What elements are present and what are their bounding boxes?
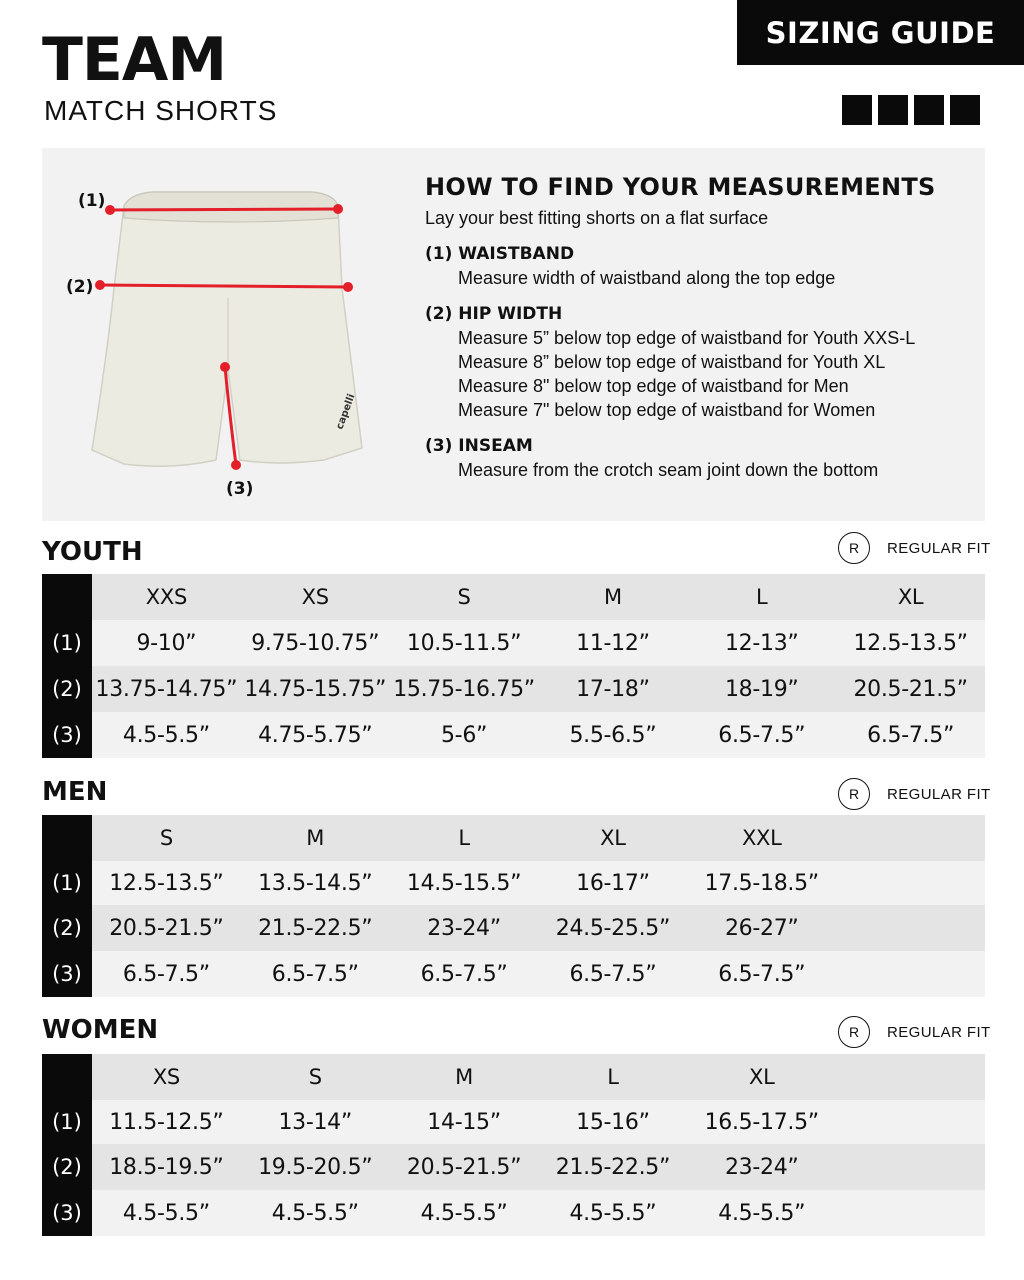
table-row bbox=[42, 712, 985, 758]
measurement-cell: 9.75-10.75” bbox=[241, 620, 390, 666]
step-inseam bbox=[425, 434, 975, 482]
measurement-cell: 6.5-7.5” bbox=[92, 951, 241, 997]
row-label: (3) bbox=[52, 962, 82, 986]
row-label: (1) bbox=[52, 631, 82, 655]
step-waistband bbox=[425, 242, 975, 290]
table-row bbox=[42, 666, 985, 712]
square-mark bbox=[950, 95, 980, 125]
measurement-cell: 5.5-6.5” bbox=[538, 712, 687, 758]
row-label-spacer bbox=[42, 815, 92, 861]
measurement-cell bbox=[836, 951, 985, 997]
size-header-row bbox=[42, 574, 985, 620]
inseam-measure-dot bbox=[220, 362, 230, 372]
measurement-cell bbox=[836, 861, 985, 905]
measurement-cell: 13-14” bbox=[241, 1100, 390, 1144]
measurement-cell: 19.5-20.5” bbox=[241, 1144, 390, 1190]
measurement-cell: 12.5-13.5” bbox=[836, 620, 985, 666]
size-header-cell: L bbox=[538, 1054, 687, 1100]
table-row bbox=[42, 1190, 985, 1236]
measurement-cell: 4.75-5.75” bbox=[241, 712, 390, 758]
measurement-cell: 13.5-14.5” bbox=[241, 861, 390, 905]
size-header-cell: S bbox=[92, 815, 241, 861]
youth-fit-indicator bbox=[838, 532, 991, 564]
measurement-cell: 14-15” bbox=[390, 1100, 539, 1144]
measurement-cell: 15.75-16.75” bbox=[390, 666, 539, 712]
shorts-illustration bbox=[92, 192, 362, 466]
measurement-cell: 11-12” bbox=[538, 620, 687, 666]
diagram-label-hip: (2) bbox=[66, 277, 94, 297]
men-fit-indicator bbox=[838, 778, 991, 810]
size-header-cell: L bbox=[390, 815, 539, 861]
step-line: Measure from the crotch seam joint down the bottom bbox=[458, 460, 879, 480]
table-row bbox=[42, 1144, 985, 1190]
measurement-cell bbox=[836, 1190, 985, 1236]
brand-mark-logo: capelli bbox=[334, 392, 358, 432]
fit-label: REGULAR FIT bbox=[887, 785, 991, 803]
row-label-spacer bbox=[42, 574, 92, 620]
size-header-cell bbox=[836, 815, 985, 861]
step-line: Measure 5” below top edge of waistband for Youth XXS-L bbox=[458, 328, 916, 348]
waistband-illustration bbox=[124, 192, 338, 222]
size-header-cell: M bbox=[538, 574, 687, 620]
table-row bbox=[42, 951, 985, 997]
men-section-title: MEN bbox=[42, 777, 108, 807]
women-section-title: WOMEN bbox=[42, 1015, 159, 1045]
measurement-cell: 20.5-21.5” bbox=[92, 905, 241, 951]
size-header-cell bbox=[836, 1054, 985, 1100]
step-line: Measure 7" below top edge of waistband for Women bbox=[458, 400, 876, 420]
size-header-cell: M bbox=[390, 1054, 539, 1100]
women-fit-indicator bbox=[838, 1016, 991, 1048]
size-header-cell: XXS bbox=[92, 574, 241, 620]
waistband-measure-line bbox=[110, 209, 338, 210]
measurement-cell: 4.5-5.5” bbox=[538, 1190, 687, 1236]
measurement-cell bbox=[836, 905, 985, 951]
measurement-cell: 4.5-5.5” bbox=[241, 1190, 390, 1236]
decorative-squares bbox=[842, 95, 980, 125]
size-header-cell: XS bbox=[241, 574, 390, 620]
measurement-cell: 14.5-15.5” bbox=[390, 861, 539, 905]
measurement-cell: 17.5-18.5” bbox=[687, 861, 836, 905]
step-heading: (1) WAISTBAND bbox=[425, 244, 575, 264]
measurement-cell: 4.5-5.5” bbox=[687, 1190, 836, 1236]
measurement-cell: 9-10” bbox=[92, 620, 241, 666]
size-header-cell: S bbox=[241, 1054, 390, 1100]
measurement-cell bbox=[836, 1100, 985, 1144]
measurement-cell bbox=[836, 1144, 985, 1190]
measurement-instructions bbox=[425, 172, 975, 482]
size-header-cell: M bbox=[241, 815, 390, 861]
product-subtitle: MATCH SHORTS bbox=[44, 95, 278, 126]
measurement-cell: 26-27” bbox=[687, 905, 836, 951]
measurement-cell: 23-24” bbox=[390, 905, 539, 951]
measurement-cell: 20.5-21.5” bbox=[390, 1144, 539, 1190]
row-label: (2) bbox=[52, 677, 82, 701]
measurement-cell: 4.5-5.5” bbox=[92, 1190, 241, 1236]
measurement-cell: 6.5-7.5” bbox=[390, 951, 539, 997]
measurement-cell: 12.5-13.5” bbox=[92, 861, 241, 905]
diagram-label-waistband: (1) bbox=[78, 191, 106, 211]
measurement-cell: 6.5-7.5” bbox=[241, 951, 390, 997]
step-line: Measure width of waistband along the top edge bbox=[458, 268, 836, 288]
row-label: (1) bbox=[52, 1110, 82, 1134]
hip-measure-dot bbox=[95, 280, 105, 290]
measurement-cell: 6.5-7.5” bbox=[687, 951, 836, 997]
product-title: TEAM bbox=[42, 25, 227, 95]
measurement-cell: 18-19” bbox=[687, 666, 836, 712]
step-heading: (3) INSEAM bbox=[425, 436, 533, 456]
row-label: (3) bbox=[52, 1201, 82, 1225]
measurement-cell: 4.5-5.5” bbox=[92, 712, 241, 758]
size-header-cell: XL bbox=[687, 1054, 836, 1100]
measurement-cell: 4.5-5.5” bbox=[390, 1190, 539, 1236]
measurement-cell: 5-6” bbox=[390, 712, 539, 758]
row-label: (2) bbox=[52, 1155, 82, 1179]
measurement-cell: 16-17” bbox=[538, 861, 687, 905]
fit-label: REGULAR FIT bbox=[887, 1023, 991, 1041]
sizing-guide-tag: SIZING GUIDE bbox=[737, 0, 1024, 65]
waistband-measure-dot bbox=[333, 204, 343, 214]
measurement-cell: 23-24” bbox=[687, 1144, 836, 1190]
measurement-panel bbox=[42, 148, 985, 521]
measurement-cell: 21.5-22.5” bbox=[538, 1144, 687, 1190]
regular-fit-icon: R bbox=[838, 778, 870, 810]
step-hip-width bbox=[425, 302, 975, 422]
measurement-cell: 12-13” bbox=[687, 620, 836, 666]
size-header-row bbox=[42, 815, 985, 861]
square-mark bbox=[878, 95, 908, 125]
regular-fit-icon: R bbox=[838, 532, 870, 564]
measurement-cell: 10.5-11.5” bbox=[390, 620, 539, 666]
measurement-cell: 24.5-25.5” bbox=[538, 905, 687, 951]
size-header-cell: L bbox=[687, 574, 836, 620]
measurement-cell: 6.5-7.5” bbox=[687, 712, 836, 758]
measurement-cell: 14.75-15.75” bbox=[241, 666, 390, 712]
shorts-diagram bbox=[42, 148, 402, 521]
square-mark bbox=[842, 95, 872, 125]
size-header-cell: XXL bbox=[687, 815, 836, 861]
waistband-measure-dot bbox=[105, 205, 115, 215]
table-row bbox=[42, 620, 985, 666]
size-header-cell: XL bbox=[836, 574, 985, 620]
measurement-cell: 6.5-7.5” bbox=[538, 951, 687, 997]
instructions-title: HOW TO FIND YOUR MEASUREMENTS bbox=[425, 173, 936, 201]
fit-label: REGULAR FIT bbox=[887, 539, 991, 557]
size-header-cell: XL bbox=[538, 815, 687, 861]
square-mark bbox=[914, 95, 944, 125]
row-label: (3) bbox=[52, 723, 82, 747]
step-line: Measure 8” below top edge of waistband for Youth XL bbox=[458, 352, 886, 372]
table-row bbox=[42, 905, 985, 951]
measurement-cell: 18.5-19.5” bbox=[92, 1144, 241, 1190]
table-row bbox=[42, 1100, 985, 1144]
measurement-cell: 21.5-22.5” bbox=[241, 905, 390, 951]
step-line: Measure 8" below top edge of waistband for Men bbox=[458, 376, 849, 396]
youth-size-table bbox=[42, 574, 985, 758]
measurement-cell: 16.5-17.5” bbox=[687, 1100, 836, 1144]
measurement-cell: 15-16” bbox=[538, 1100, 687, 1144]
women-size-table bbox=[42, 1054, 985, 1236]
row-label-spacer bbox=[42, 1054, 92, 1100]
size-header-cell: XS bbox=[92, 1054, 241, 1100]
table-row bbox=[42, 861, 985, 905]
youth-section-title: YOUTH bbox=[42, 537, 143, 567]
row-label: (2) bbox=[52, 916, 82, 940]
measurement-cell: 20.5-21.5” bbox=[836, 666, 985, 712]
size-header-cell: S bbox=[390, 574, 539, 620]
step-heading: (2) HIP WIDTH bbox=[425, 304, 563, 324]
hip-measure-dot bbox=[343, 282, 353, 292]
measurement-cell: 11.5-12.5” bbox=[92, 1100, 241, 1144]
diagram-label-inseam: (3) bbox=[226, 479, 254, 499]
hip-measure-line bbox=[100, 285, 348, 287]
size-header-row bbox=[42, 1054, 985, 1100]
inseam-measure-dot bbox=[231, 460, 241, 470]
row-label: (1) bbox=[52, 871, 82, 895]
instructions-intro: Lay your best fitting shorts on a flat surface bbox=[425, 208, 769, 228]
regular-fit-icon: R bbox=[838, 1016, 870, 1048]
measurement-cell: 13.75-14.75” bbox=[92, 666, 241, 712]
men-size-table bbox=[42, 815, 985, 997]
measurement-cell: 6.5-7.5” bbox=[836, 712, 985, 758]
measurement-cell: 17-18” bbox=[538, 666, 687, 712]
